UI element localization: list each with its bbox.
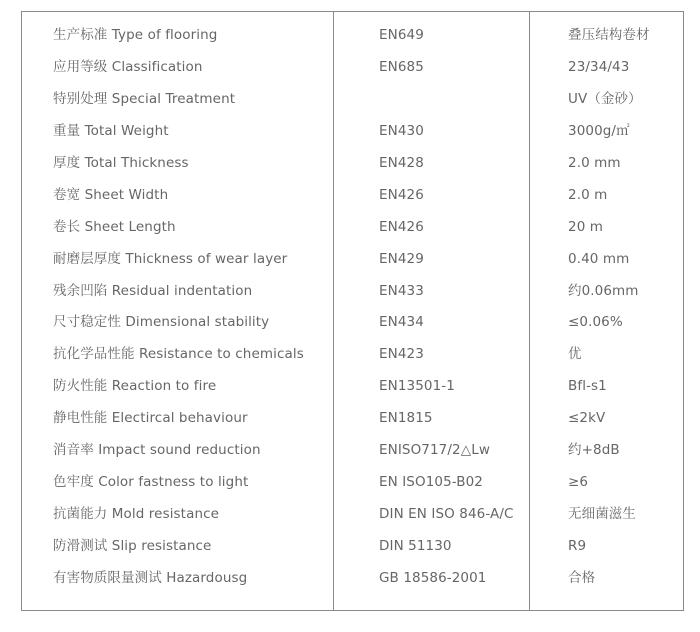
value-cell: 0.40 mm <box>568 250 630 267</box>
value-cell: UV（金砂） <box>568 90 642 107</box>
standard-cell: EN423 <box>379 346 424 363</box>
property-name-cell: 静电性能 Electircal behaviour <box>53 410 248 427</box>
table-row <box>22 312 683 344</box>
value-cell: 约0.06mm <box>568 282 639 299</box>
standard-cell: EN433 <box>379 282 424 299</box>
property-name-cell: 卷长 Sheet Length <box>53 218 176 235</box>
spec-table <box>21 11 684 611</box>
property-name-cell: 残余凹陷 Residual indentation <box>53 282 253 299</box>
standard-cell: EN1815 <box>379 410 433 427</box>
standard-cell: EN426 <box>379 186 424 203</box>
property-name-cell: 应用等级 Classification <box>53 58 203 75</box>
standard-cell: EN434 <box>379 314 424 331</box>
property-name-cell: 有害物质限量测试 Hazardousg <box>53 569 248 586</box>
value-cell: 3000g/㎡ <box>568 122 630 139</box>
table-row <box>22 57 683 89</box>
property-name-cell: 消音率 Impact sound reduction <box>53 442 261 459</box>
standard-cell: DIN EN ISO 846-A/C <box>379 506 514 523</box>
value-cell: ≥6 <box>568 474 589 491</box>
value-cell: 叠压结构卷材 <box>568 27 650 43</box>
value-cell: 约+8dB <box>568 442 620 459</box>
property-name-cell: 厚度 Total Thickness <box>53 154 189 171</box>
table-row <box>22 281 683 313</box>
property-name-cell: 防火性能 Reaction to fire <box>53 378 217 395</box>
property-name-cell: 抗菌能力 Mold resistance <box>53 506 220 523</box>
table-row <box>22 536 683 568</box>
table-row <box>22 249 683 281</box>
table-row <box>22 376 683 408</box>
table-row <box>22 504 683 536</box>
standard-cell: EN649 <box>379 27 424 43</box>
table-row <box>22 89 683 121</box>
table-row <box>22 472 683 504</box>
property-name-cell: 抗化学品性能 Resistance to chemicals <box>53 346 304 363</box>
value-cell: 合格 <box>568 569 596 586</box>
table-row <box>22 217 683 249</box>
standard-cell: EN426 <box>379 218 424 235</box>
table-row <box>22 344 683 376</box>
property-name-cell: 色牢度 Color fastness to light <box>53 474 249 491</box>
standard-cell: ENISO717/2△Lw <box>379 442 490 459</box>
value-cell: ≤0.06% <box>568 314 623 331</box>
property-name-cell: 防滑测试 Slip resistance <box>53 538 212 554</box>
table-row <box>22 440 683 472</box>
table-row <box>22 153 683 185</box>
property-name-cell: 生产标准 Type of flooring <box>53 27 218 43</box>
value-cell: 20 m <box>568 218 604 235</box>
property-name-cell: 卷宽 Sheet Width <box>53 186 169 203</box>
value-cell: R9 <box>568 538 587 554</box>
property-name-cell: 重量 Total Weight <box>53 122 169 139</box>
value-cell: ≤2kV <box>568 410 606 427</box>
standard-cell: EN430 <box>379 122 424 139</box>
table-row <box>22 185 683 217</box>
table-row <box>22 408 683 440</box>
standard-cell: EN ISO105-B02 <box>379 474 483 491</box>
property-name-cell: 尺寸稳定性 Dimensional stability <box>53 314 270 331</box>
standard-cell: EN429 <box>379 250 424 267</box>
value-cell: 23/34/43 <box>568 58 630 75</box>
standard-cell: EN428 <box>379 154 424 171</box>
value-cell: Bfl-s1 <box>568 378 607 395</box>
property-name-cell: 耐磨层厚度 Thickness of wear layer <box>53 250 288 267</box>
value-cell: 2.0 mm <box>568 154 621 171</box>
standard-cell: EN685 <box>379 58 424 75</box>
table-row <box>22 25 683 57</box>
property-name-cell: 特别处理 Special Treatment <box>53 90 236 107</box>
value-cell: 优 <box>568 346 582 363</box>
table-rows <box>22 25 683 600</box>
standard-cell: GB 18586-2001 <box>379 569 487 586</box>
table-row <box>22 568 683 600</box>
value-cell: 2.0 m <box>568 186 608 203</box>
standard-cell: DIN 51130 <box>379 538 452 554</box>
value-cell: 无细菌滋生 <box>568 506 636 523</box>
standard-cell: EN13501-1 <box>379 378 455 395</box>
table-row <box>22 121 683 153</box>
